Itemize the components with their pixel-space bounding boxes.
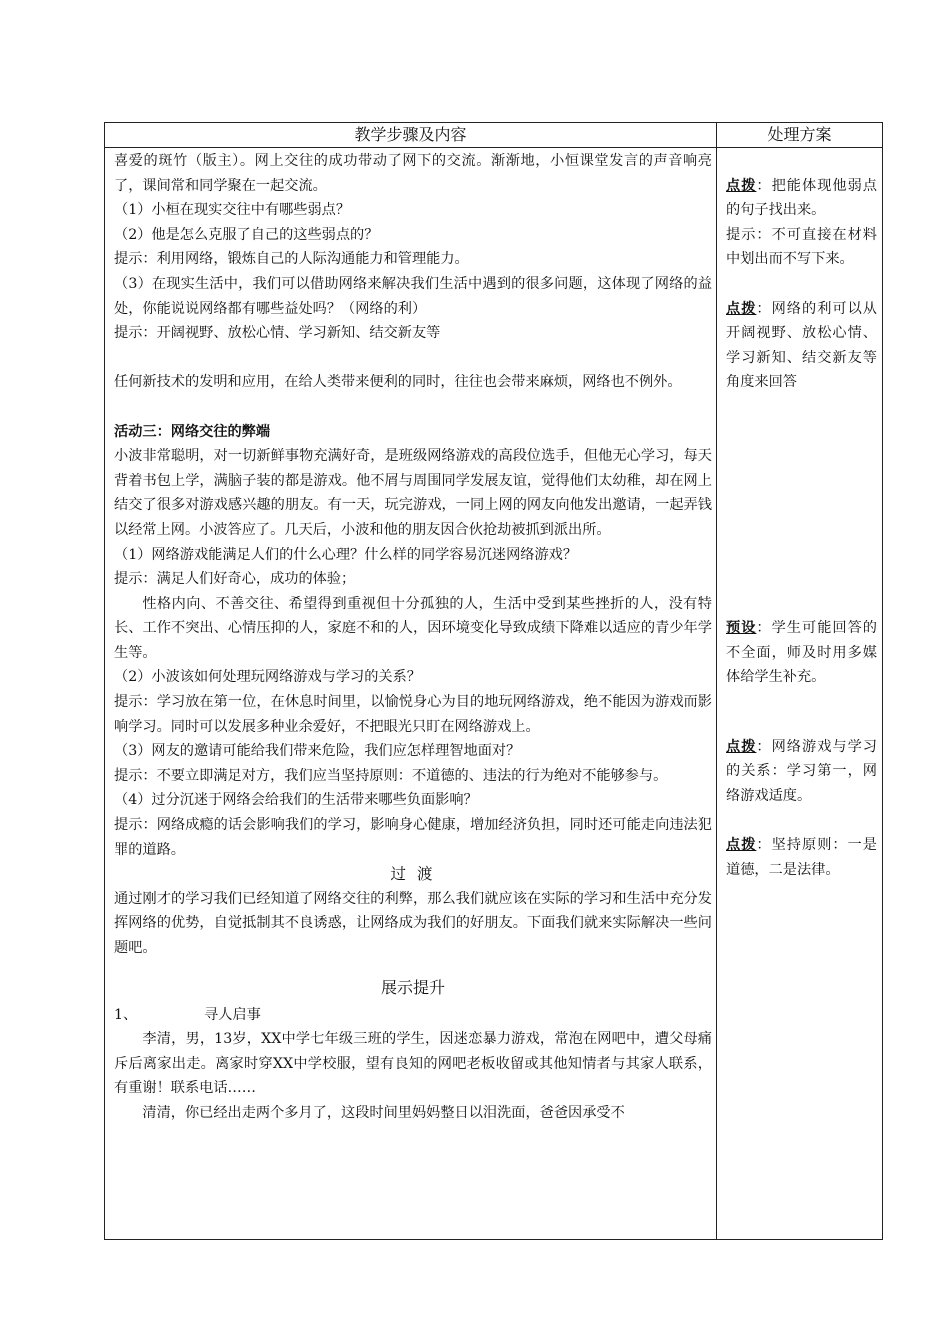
activity-question-1: （1）网络游戏能满足人们的什么心理？什么样的同学容易沉迷网络游戏？	[114, 546, 578, 563]
activity-hint-1: 提示：满足人们好奇心，成功的体验；	[114, 571, 356, 588]
activity-hint-4: 提示：网络成瘾的话会影响我们的学习，影响身心健康，增加经济负担，同时还可能走向违法犯罪的道路。	[114, 817, 712, 858]
missing-person-notice: 李清，男，13岁，XX中学七年级三班的学生，因迷恋暴力游戏，常泡在网吧中，遭父母痛斥后离家出走。离家时穿XX中学校服，望有良知的网吧老板收留或其他知情者与其家人联系，有重谢！联系电话……	[114, 1031, 712, 1097]
note-3-text: ：学生可能回答的不全面，师及时用多媒体给学生补充。	[726, 619, 877, 686]
item-1-heading	[114, 1003, 712, 1028]
note-4	[726, 735, 877, 809]
note-3	[726, 616, 877, 690]
note-5	[726, 833, 877, 882]
handling-plan-cell	[726, 149, 877, 882]
activity-hint-1-detail: 性格内向、不善交往、希望得到重视但十分孤独的人，生活中受到某些挫折的人，没有特长、工作不突出、心情压抑的人，家庭不和的人，因环境变化导致成绩下降难以适应的青少年学生等。	[114, 595, 712, 661]
note-4-label: 点拨	[726, 738, 757, 755]
header-steps-content: 教学步骤及内容	[354, 125, 467, 144]
paragraph-intro: 喜爱的斑竹（版主）。网上交往的成功带动了网下的交流。渐渐地，小恒课堂发言的声音响亮了，课间常和同学聚在一起交流。	[114, 153, 712, 194]
item-1-title: 寻人启事	[204, 1006, 261, 1023]
transition-text: 通过刚才的学习我们已经知道了网络交往的利弊，那么我们就应该在实际的学习和生活中充分发挥网络的优势，自觉抵制其不良诱惑，让网络成为我们的好朋友。下面我们就来实际解决一些问题吧。	[114, 890, 712, 956]
activity-hint-3: 提示：不要立即满足对方，我们应当坚持原则：不道德的、违法的行为绝对不能够参与。	[114, 767, 668, 784]
activity-hint-2: 提示：学习放在第一位，在休息时间里，以愉悦身心为目的地玩网络游戏，绝不能因为游戏而影响学习。同时可以发展多种业余爱好，不把眼光只盯在网络游戏上。	[114, 694, 712, 735]
note-2-text: ：网络的利可以从开阔视野、放松心情、学习新知、结交新友等角度来回答	[726, 300, 877, 391]
note-1	[726, 174, 877, 223]
note-2-label: 点拨	[726, 300, 757, 317]
paragraph-transition-note: 任何新技术的发明和应用，在给人类带来便利的同时，往往也会带来麻烦，网络也不例外。	[114, 374, 682, 391]
activity-question-3: （3）网友的邀请可能给我们带来危险，我们应怎样理智地面对？	[114, 743, 521, 760]
question-1: （1）小桓在现实交往中有哪些弱点？	[114, 202, 351, 219]
note-5-label: 点拨	[726, 837, 757, 854]
table-header-row	[105, 123, 882, 148]
activity-question-2: （2）小波该如何处理玩网络游戏与学习的关系？	[114, 669, 421, 686]
show-section-title: 展示提升	[380, 977, 445, 997]
question-3: （3）在现实生活中，我们可以借助网络来解决我们生活中遇到的很多问题，这体现了网络的益处，你能说说网络都有哪些益处吗？（网络的利）	[114, 275, 712, 317]
question-2: （2）他是怎么克服了自己的这些弱点的？	[114, 226, 379, 243]
lesson-table	[104, 122, 883, 1240]
steps-content-cell	[114, 149, 712, 1126]
hint-1: 提示：利用网络，锻炼自己的人际沟通能力和管理能力。	[114, 251, 469, 268]
note-1-text: ：把能体现他弱点的句子找出来。	[726, 177, 877, 219]
letter-paragraph: 清清，你已经出走两个多月了，这段时间里妈妈整日以泪洗面，爸爸因承受不	[142, 1104, 625, 1121]
header-handling-plan: 处理方案	[767, 125, 832, 144]
note-5-text: ：坚持原则：一是道德，二是法律。	[726, 837, 877, 878]
item-1-number: 1、	[114, 1006, 138, 1023]
note-1-label: 点拨	[726, 177, 757, 194]
note-2	[726, 297, 877, 395]
note-3-label: 预设	[726, 619, 757, 636]
activity-3-title: 活动三：网络交往的弊端	[114, 423, 271, 440]
column-divider	[716, 123, 717, 1239]
activity-question-4: （4）过分沉迷于网络会给我们的生活带来哪些负面影响？	[114, 792, 478, 809]
transition-title: 过 渡	[390, 865, 436, 884]
note-1-tip: 提示：不可直接在材料中划出而不写下来。	[726, 226, 877, 268]
note-4-text: ：网络游戏与学习的关系：学习第一，网络游戏适度。	[726, 738, 877, 804]
story-paragraph: 小波非常聪明，对一切新鲜事物充满好奇，是班级网络游戏的高段位选手，但他无心学习，每天背着书包上学，满脑子装的都是游戏。他不屑与周围同学发展友谊，觉得他们太幼稚，却在网上结交了很多对游戏感兴趣的朋友。有一天，玩完游戏，一同上网的网友向他发出邀请，一起弄钱以经常上网。小波答应了。几天后，小波和他的朋友因合伙抢劫被抓到派出所。	[114, 448, 712, 538]
hint-2: 提示：开阔视野、放松心情、学习新知、结交新友等	[114, 325, 441, 342]
